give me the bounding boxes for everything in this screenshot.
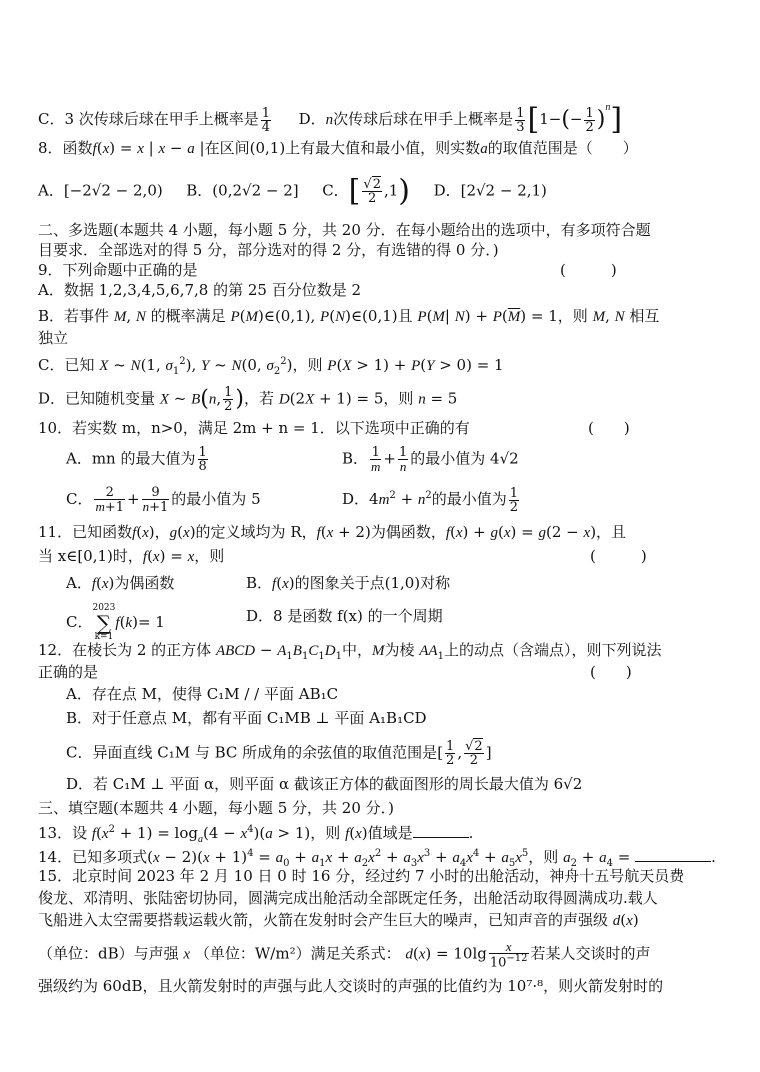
- q9-stem: 9．下列命题中正确的是: [38, 261, 198, 279]
- q9-answer-paren: ( ): [560, 261, 617, 279]
- q11-option-d: D．8 是函数 f(x) 的一个周期: [246, 607, 443, 625]
- summation-icon: 2023 ∑ k=1: [92, 603, 116, 642]
- q13: 13．设 $f(x^2 + 1) = \log_a(4 - x^4)(a > 1)$，则 f(x)值域是 .: [38, 824, 474, 845]
- q9-option-c: C．已知 X ~ N(1, $\sigma_1^2$), Y ~ N(0, $\sigma_2^2$)，则 P(X > 1) + P(Y > 0) = 1: [38, 356, 504, 377]
- q12-option-d: D．若 C₁M ⊥ 平面 α，则平面 α 截该正方体的截面图形的周长最大值为 6√2: [66, 775, 583, 793]
- q15-line2: 俊龙、邓清明、张陆密切协同，圆满完成出舱活动全部既定任务，出舱活动取得圆满成功.载人: [38, 889, 658, 907]
- section2-instructions: 目要求．全部选对的得 5 分，部分选对的得 2 分，有选错的得 0 分．): [38, 241, 499, 259]
- q15-line3: 飞船进入太空需要搭载运载火箭，火箭在发射时会产生巨大的噪声，已知声音的声强级 d(x): [38, 911, 639, 929]
- q10-option-b: B． $\frac{1}{m}$ + $\frac{1}{n}$ 的最小值为 4√2: [342, 445, 519, 474]
- q7-option-d: D．: [298, 110, 326, 128]
- section3-heading: 三、填空题(本题共 4 小题，每小题 5 分，共 20 分．): [38, 799, 394, 817]
- q10-stem: 10．若实数 m，n>0，满足 2m + n = 1．以下选项中正确的有: [38, 419, 470, 437]
- q12-option-c: C．异面直线 C₁M 与 BC 所成角的余弦值的取值范围是[ $\frac{1}{2}$ , $\frac{√2}{2}$ ]: [66, 739, 492, 768]
- q12-stem: 12．在棱长为 2 的正方体 ABCD − $A_1B_1C_1D_1$中，M为棱 $AA_1$上的动点（含端点），则下列说法: [38, 641, 662, 662]
- q10-answer-paren: ( ): [588, 419, 630, 437]
- q8-option-d: D．[2√2 − 2,1): [433, 181, 547, 200]
- q11-stem-cont: 当 x∈[0,1)时，f(x) = x，则: [38, 547, 225, 565]
- q15-line5: 强级约为 60dB，且火箭发射时的声强与此人交谈时的声强的比值约为 10⁷·⁸，则火箭发射时的: [38, 977, 664, 995]
- q7-option-d-text: 次传球后球在甲手上概率是: [333, 110, 514, 128]
- q11-option-b: B．f(x)的图象关于点(1,0)对称: [246, 574, 451, 592]
- q12-stem-cont: 正确的是: [38, 663, 99, 681]
- q11-option-c: C．2023 ∑ k=1f(k)= 1: [66, 603, 165, 642]
- q8-options: A．[−2√2 − 2,0) B．(0,2√2 − 2] C．[ $\frac{√2}{2}$ ,1) D．[2√2 − 2,1): [38, 173, 547, 209]
- answer-blank[interactable]: [635, 861, 711, 862]
- q10-option-d: D．$4m^2 + n^2$的最小值为 $\frac{1}{2}$: [342, 485, 519, 515]
- q10-option-c: C． $\frac{2}{m+1}$ + $\frac{9}{n+1}$ 的最小值为 5: [66, 485, 261, 515]
- q14: 14．已知多项式$(x - 2)(x + 1)^4 = a_0 + a_1x + a_2x^2 + a_3x^3 + a_4x^4 + a_5x^5$，则 $a_2 + a_4$ = .: [38, 848, 716, 869]
- q8-stem: 8．函数f(x) = x | x − a |在区间(0,1)上有最大值和最小值，则实数a的取值范围是（ ）: [38, 139, 638, 157]
- q8-option-c: C．: [322, 181, 349, 200]
- q9-option-d: D．已知随机变量 X ~ B(n, $\frac{1}{2}$ )，若 D(2X + 1) = 5，则 n = 5: [38, 385, 458, 414]
- q8-option-b: B．(0,2√2 − 2]: [186, 181, 299, 200]
- fraction: $\frac{1}{4}$: [261, 105, 271, 135]
- q7-option-c: C．3 次传球后球在甲手上概率是: [38, 110, 259, 128]
- q11-option-a: A．f(x)为偶函数: [66, 574, 175, 592]
- q10-option-a: A．mn 的最大值为 $\frac{1}{8}$: [66, 445, 207, 474]
- q8-option-a: A．[−2√2 − 2,0): [38, 181, 163, 200]
- q12-option-b: B．对于任意点 M，都有平面 C₁MB ⊥ 平面 A₁B₁CD: [66, 709, 427, 727]
- q12-answer-paren: ( ): [590, 663, 632, 681]
- q9-option-b: B．若事件 M, N 的概率满足 P(M)∈(0,1), P(N)∈(0,1)且 P(M| $N) + P(\overline{M}) = 1$，则 M, N 相互: [38, 307, 660, 325]
- q12-option-a: A．存在点 M，使得 C₁M / / 平面 AB₁C: [66, 685, 339, 703]
- q15-line1: 15．北京时间 2023 年 2 月 10 日 0 时 16 分，经过约 7 小时的出舱活动，神舟十五号航天员费: [38, 867, 685, 885]
- q15-line4: （单位：dB）与声强 x （单位：W/m²）满足关系式： d(x) = 10lg $\frac{x}{10^{-12}}$ 若某人交谈时的声: [38, 939, 651, 971]
- q9-option-a: A．数据 1,2,3,4,5,6,7,8 的第 25 百分位数是 2: [38, 281, 362, 299]
- q11-answer-paren: ( ): [590, 547, 647, 565]
- q11-stem: 11．已知函数f(x)，g(x)的定义域均为 R，f(x + 2)为偶函数，f(x) + g(x) = g(2 − x)，且: [38, 523, 627, 541]
- q9-option-b-cont: 独立: [38, 329, 69, 347]
- answer-blank[interactable]: [413, 837, 469, 838]
- section2-heading: 二、多选题(本题共 4 小题，每小题 5 分，共 20 分．在每小题给出的选项中，有多项符合题: [38, 221, 651, 239]
- q7-options: C．3 次传球后球在甲手上概率是 $\frac{1}{4}$ D．n次传球后球在甲手上概率是 $\frac{1}{3}$ [1−(− $\frac{1}{2}$ )$^n$]: [38, 102, 623, 137]
